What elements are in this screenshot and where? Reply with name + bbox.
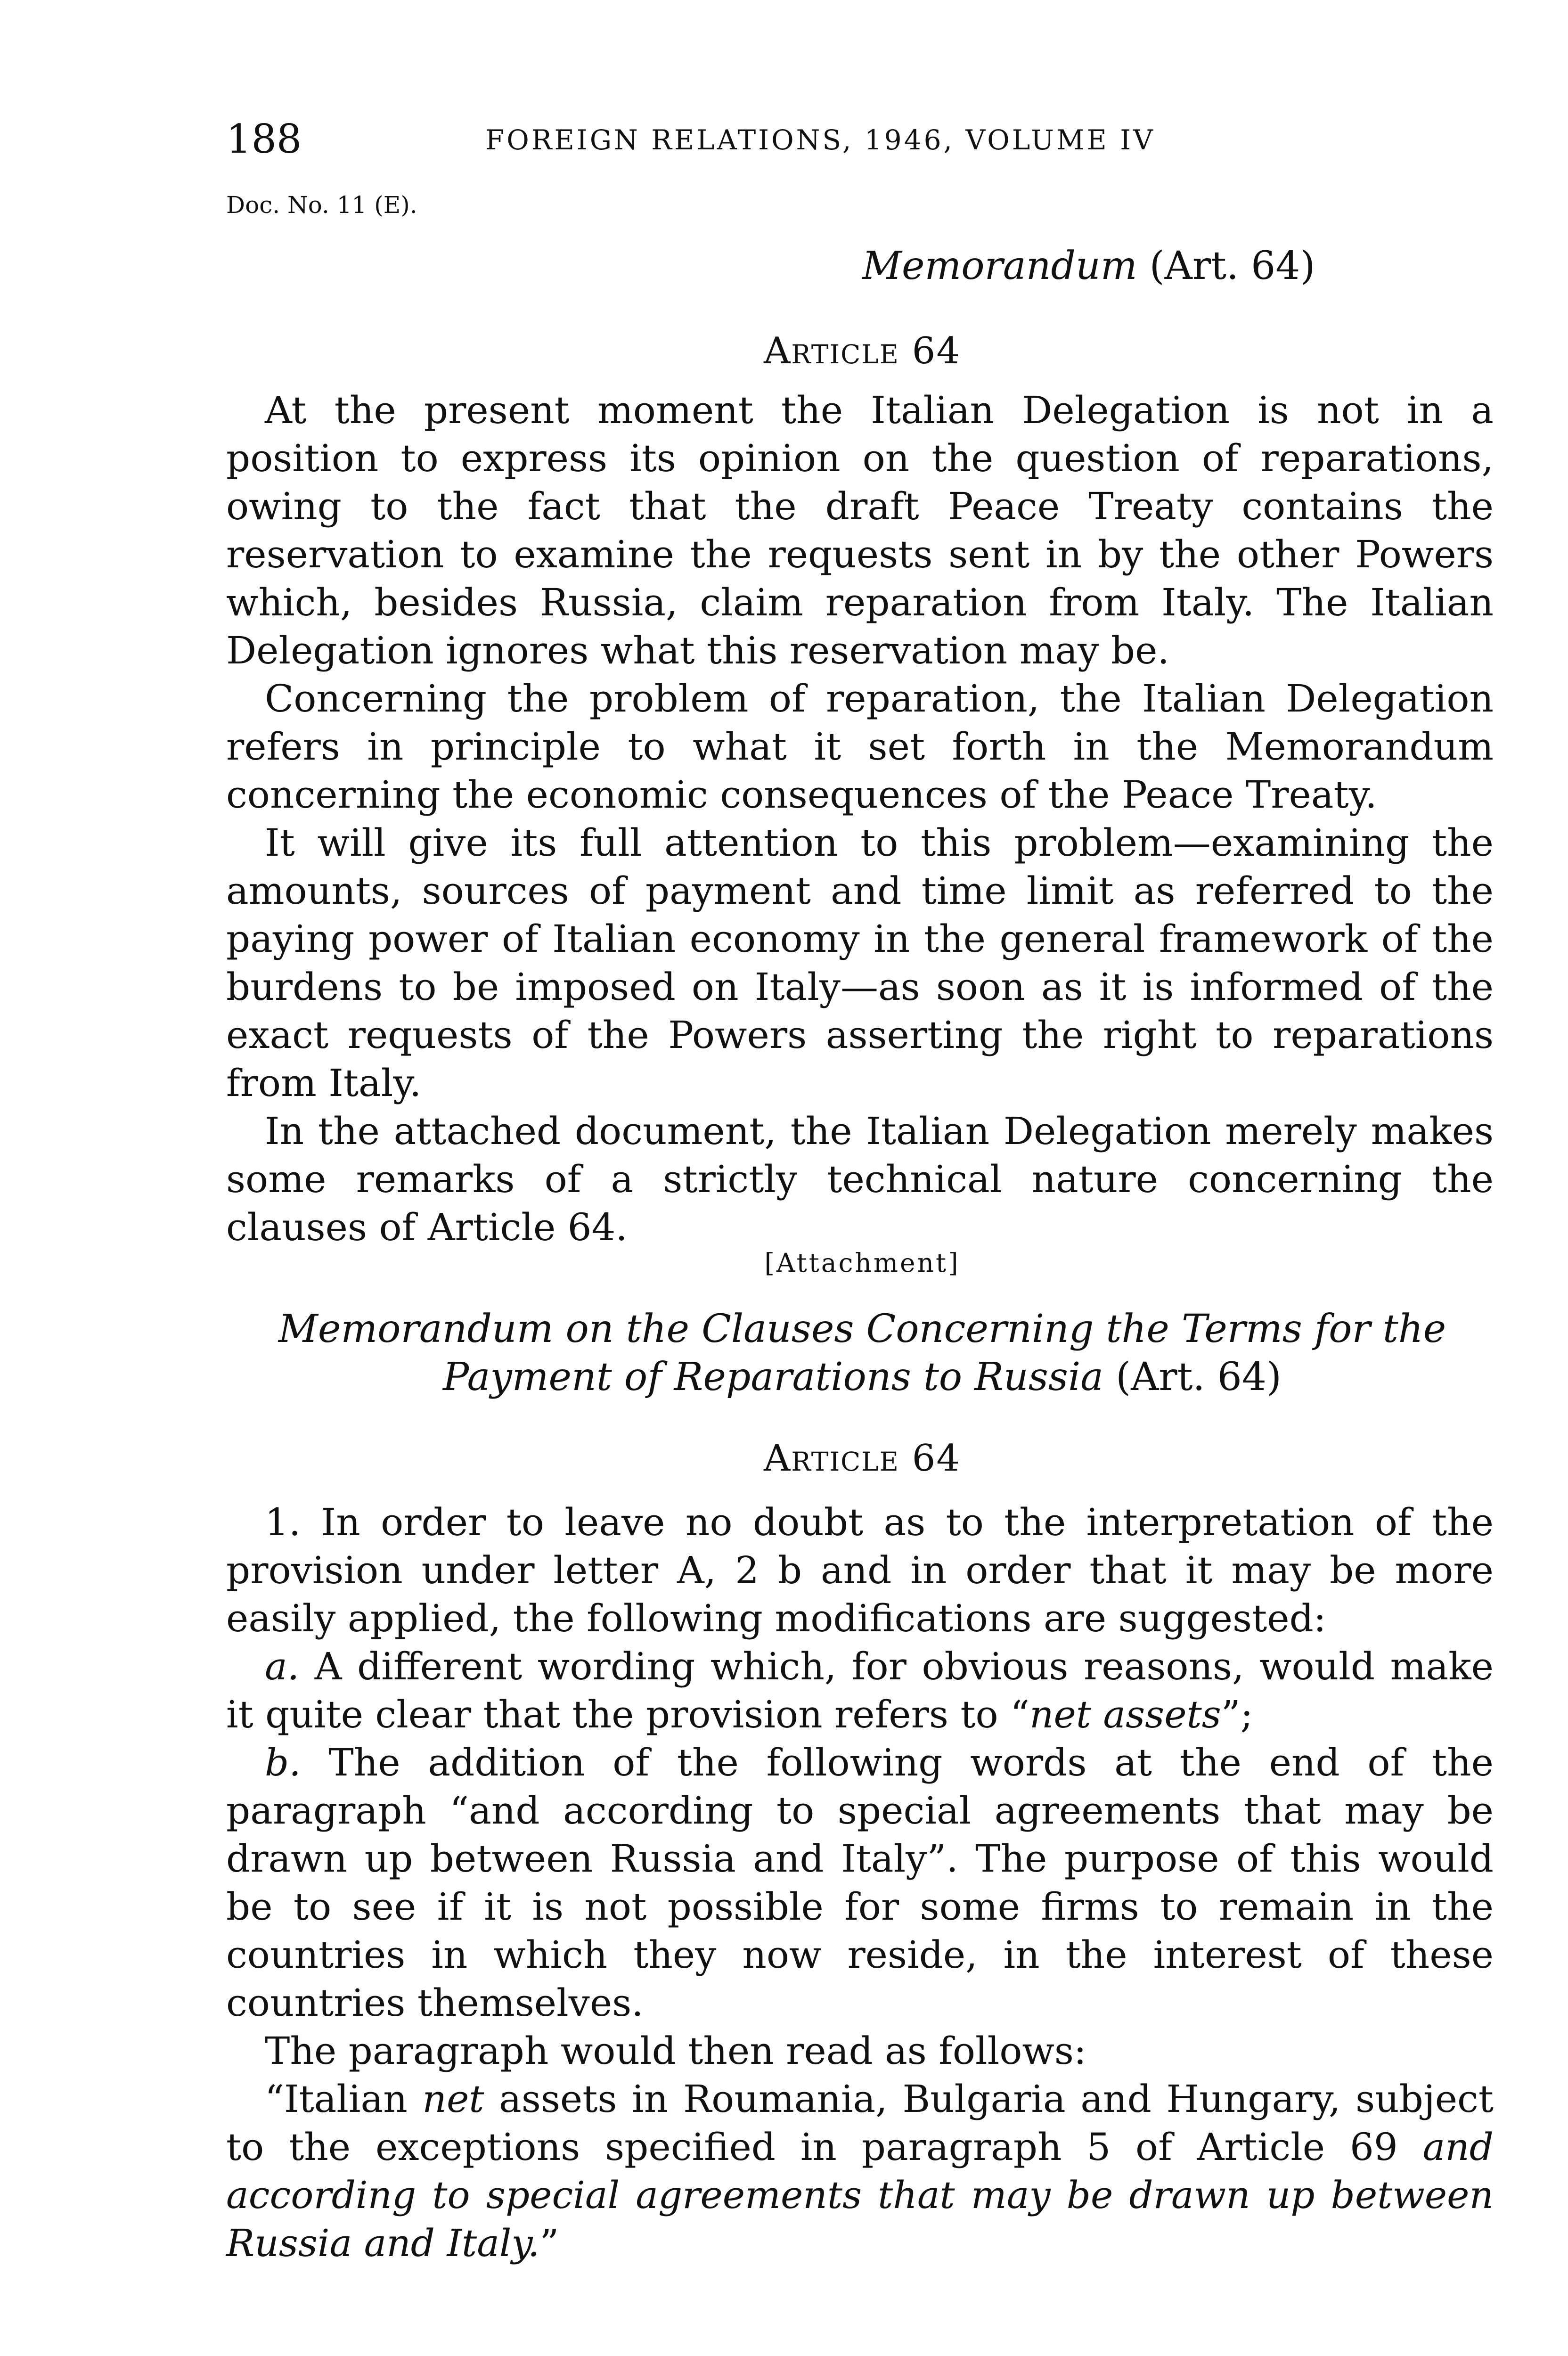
memorandum-title-italic: Memorandum: [862, 244, 1137, 288]
quote-italic-ending: and according to special agreements that may be drawn up between Russia and Italy.: [226, 2125, 1494, 2265]
attachment-paragraph-1: 1. In order to leave no doubt as to the interpretation of the provision under letter A, 2 b and in order that it may be more easily applied, the following modifications are suggested:: [226, 1500, 1494, 1640]
item-b-text: The addition of the following words at the end of the paragraph “and according to special agreements that may be drawn up between Russia and Italy”. The purpose of this would be to see if it is not possible for some firms to remain in the countries in which they now reside, in the interest of these countries themselves.: [226, 1741, 1494, 2025]
memorandum-paragraph: Concerning the problem of reparation, the Italian Delegation refers in principle to what it set forth in the Memorandum concerning the economic consequences of the Peace Treaty.: [226, 677, 1494, 817]
attachment-title-rest: (Art. 64): [1103, 1355, 1282, 1399]
memorandum-paragraph: In the attached document, the Italian Delegation merely makes some remarks of a strictly technical nature concerning the clauses of Article 64.: [226, 1109, 1494, 1249]
document-number: Doc. No. 11 (E).: [226, 191, 417, 219]
item-a-text: A different wording which, for obvious reasons, would make it quite clear that the provision refers to “: [226, 1644, 1494, 1736]
attachment-label: [Attachment]: [764, 1248, 960, 1278]
attachment-title-italic: Memorandum on the Clauses Concerning the Terms for the Payment of Reparations to Russia: [278, 1307, 1446, 1399]
attachment-paragraph-a: [226, 1643, 1494, 1739]
net-assets-italic: net assets: [1029, 1693, 1221, 1736]
attachment-title: [226, 1305, 1498, 1401]
quoted-paragraph: [226, 2075, 1494, 2267]
attachment-body: [226, 1498, 1494, 2267]
attachment-paragraph-b: [226, 1739, 1494, 2027]
running-title: FOREIGN RELATIONS, 1946, VOLUME IV: [485, 124, 1155, 156]
attachment-paragraph-4: The paragraph would then read as follows:: [265, 2029, 1086, 2073]
item-letter-b: b.: [265, 1741, 301, 1784]
page-number: 188: [226, 116, 302, 162]
article-heading: Article 64: [764, 330, 961, 372]
item-a-end: ”;: [1221, 1693, 1253, 1736]
quote-net-italic: net: [422, 2077, 484, 2121]
memorandum-paragraph: It will give its full attention to this problem—examining the amounts, sources of payment and time limit as referred to the paying power of Italian economy in the general framework of the burdens to be imposed on Italy—as soon as it is informed of the exact requests of the Powers asserting the right to reparations from Italy.: [226, 821, 1494, 1105]
memorandum-paragraph: At the present moment the Italian Delegation is not in a position to express its opinion on the question of reparations, owing to the fact that the draft Peace Treaty contains the reservation to examine the requests sent in by the other Powers which, besides Russia, claim reparation from Italy. The Italian Delegation ignores what this reservation may be.: [226, 388, 1494, 672]
memorandum-title: [862, 240, 1315, 292]
memorandum-body: [226, 386, 1494, 1252]
page-header: [226, 111, 1498, 167]
attachment-article-heading: Article 64: [764, 1437, 961, 1480]
quote-close: ”: [539, 2221, 559, 2265]
quote-middle: assets in Roumania, Bulgaria and Hungary, subject to the exceptions specified in paragraph 5 of Article 69: [226, 2077, 1494, 2169]
item-letter-a: a.: [265, 1644, 300, 1688]
memorandum-title-rest: (Art. 64): [1137, 244, 1315, 288]
quote-start: “Italian: [265, 2077, 423, 2121]
